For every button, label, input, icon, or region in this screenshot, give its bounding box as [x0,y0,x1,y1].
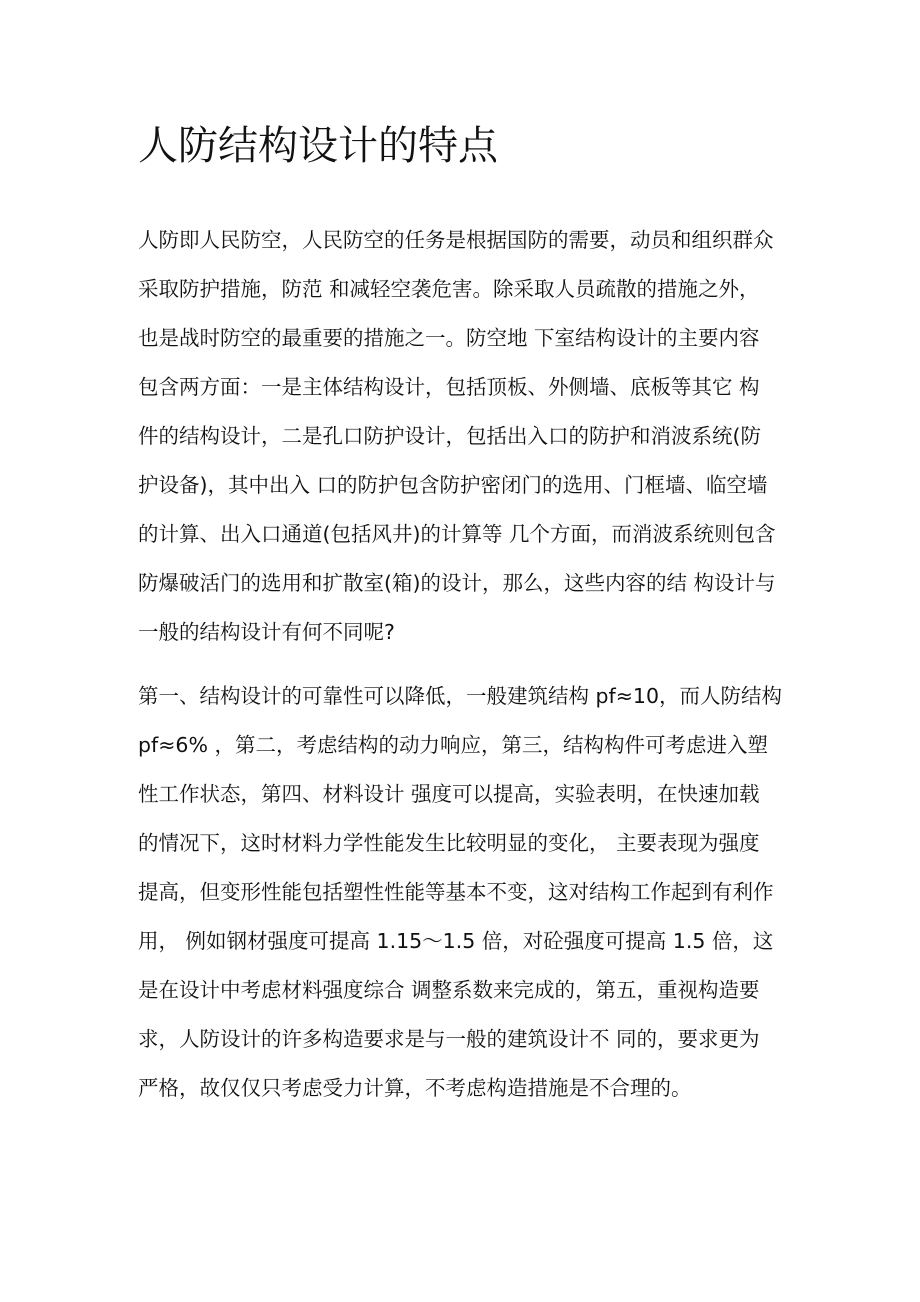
text-line: 的情况下，这时材料力学性能发生比较明显的变化， 主要表现为强度 [138,831,760,855]
text-line: 采取防护措施，防范 和减轻空袭危害。除采取人员疏散的措施之外， [138,277,760,301]
text-line: 严格，故仅仅只考虑受力计算，不考虑构造措施是不合理的。 [138,1076,692,1100]
paragraph-features [138,672,788,1113]
text-line: 性工作状态，第四、材料设计 强度可以提高，实验表明，在快速加载 [138,782,760,806]
text-line: 护设备)，其中出入 口的防护包含防护密闭门的选用、门框墙、临空墙 [138,473,768,497]
text-line: 也是战时防空的最重要的措施之一。防空地 下室结构设计的主要内容 [138,326,760,350]
text-line: 求，人防设计的许多构造要求是与一般的建筑设计不 同的，要求更为 [138,1027,760,1051]
paragraph-intro [138,216,788,657]
text-line: 一般的结构设计有何不同呢? [138,620,395,644]
text-line: 包含两方面：一是主体结构设计，包括顶板、外侧墙、底板等其它 构 [138,375,760,399]
text-line: 是在设计中考虑材料强度综合 调整系数来完成的，第五，重视构造要 [138,978,760,1002]
text-line: pf≈6% ，第二，考虑结构的动力响应，第三，结构构件可考虑进入塑 [138,733,768,757]
text-line: 件的结构设计，二是孔口防护设计，包括出入口的防护和消波系统(防 [138,424,761,448]
text-line: 用， 例如钢材强度可提高 1.15～1.5 倍，对砼强度可提高 1.5 倍，这 [138,929,774,953]
text-line: 的计算、出入口通道(包括风井)的计算等 几个方面，而消波系统则包含 [138,522,776,546]
text-line: 人防即人民防空，人民防空的任务是根据国防的需要，动员和组织群众 [138,228,774,252]
text-line: 提高，但变形性能包括塑性性能等基本不变，这对结构工作起到有利作 [138,880,774,904]
text-line: 防爆破活门的选用和扩散室(箱)的设计，那么，这些内容的结 构设计与 [138,571,776,595]
page-title: 人防结构设计的特点 [138,123,498,169]
text-line: 第一、结构设计的可靠性可以降低，一般建筑结构 pf≈10，而人防结构 [138,684,783,708]
